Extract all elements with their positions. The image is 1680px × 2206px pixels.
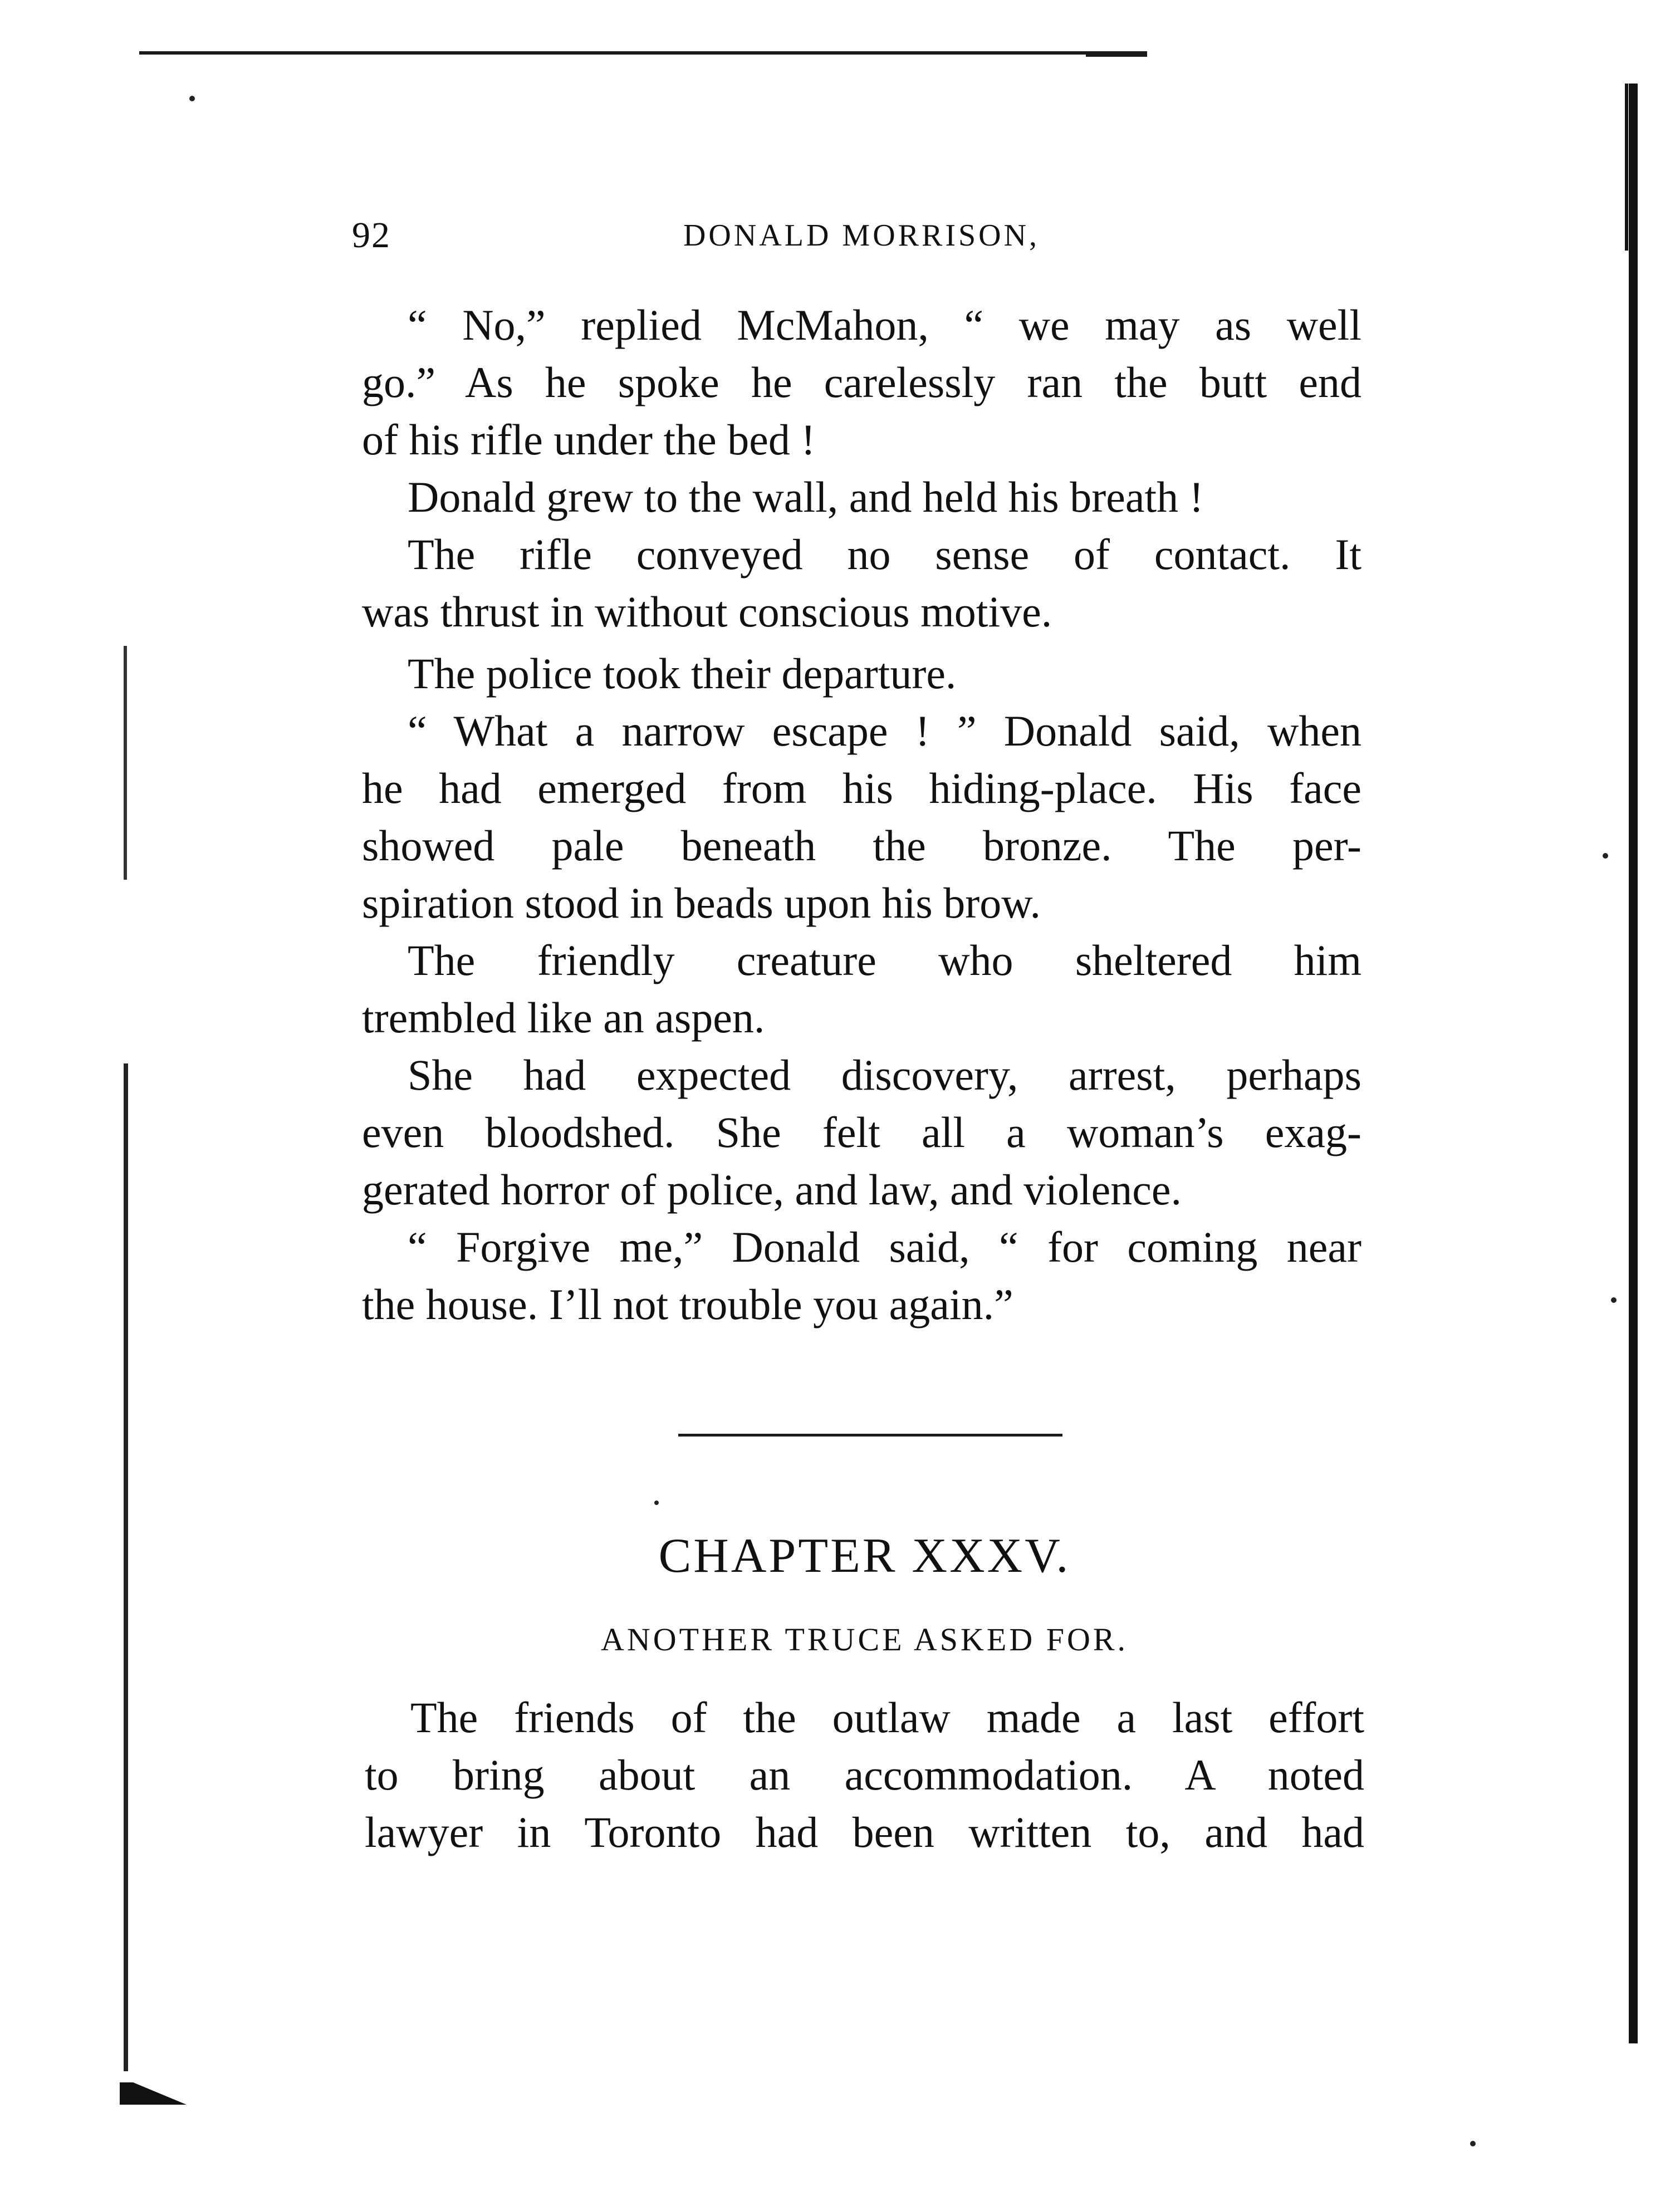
text-line: “ No,” replied McMahon, “ we may as well: [408, 301, 1361, 349]
text-line: “ What a narrow escape ! ” Donald said, when: [408, 707, 1361, 755]
paragraph: [362, 1046, 1361, 1218]
text-line: he had emerged from his hiding-place. His face: [362, 764, 1361, 812]
paragraph: [362, 1218, 1361, 1333]
scan-corner: [120, 2082, 187, 2105]
speck: [1470, 2141, 1476, 2146]
text-line: The police took their departure.: [408, 649, 957, 698]
text-line: of his rifle under the bed !: [362, 415, 816, 464]
text-line: showed pale beneath the bronze. The per-: [362, 821, 1361, 870]
text-line: “ Forgive me,” Donald said, “ for coming near: [408, 1223, 1361, 1271]
text-line: The friendly creature who sheltered him: [408, 936, 1361, 984]
running-title: DONALD MORRISON,: [683, 218, 1040, 253]
paragraph: [362, 645, 1361, 702]
text-line: The rifle conveyed no sense of contact. It: [408, 530, 1361, 579]
text-line: Donald grew to the wall, and held his breath !: [408, 473, 1204, 521]
paragraph: [362, 468, 1361, 526]
paragraph: [362, 702, 1361, 932]
chapter-title: CHAPTER XXXV.: [658, 1529, 1071, 1583]
scan-edge-top: [139, 51, 1147, 55]
scan-edge-left: [124, 1063, 128, 2071]
paragraph: [362, 296, 1361, 468]
speck: [1611, 1297, 1617, 1303]
scan-edge-right-thin: [1625, 84, 1628, 251]
body-text: [362, 296, 1361, 1333]
text-line: gerated horror of police, and law, and violence.: [362, 1165, 1182, 1214]
text-line: The friends of the outlaw made a last effort: [410, 1693, 1364, 1742]
paragraph: [362, 932, 1361, 1046]
chapter-subtitle: ANOTHER TRUCE ASKED FOR.: [600, 1621, 1129, 1658]
text-line: lawyer in Toronto had been written to, and had: [365, 1808, 1364, 1856]
scan-edge-top-short: [1086, 54, 1147, 57]
text-line: trembled like an aspen.: [362, 993, 765, 1042]
speck: [1603, 853, 1608, 859]
speck: [189, 96, 195, 101]
chapter-opening: [365, 1689, 1364, 1861]
text-line: She had expected discovery, arrest, perhaps: [408, 1051, 1361, 1099]
scan-edge-left-upper: [124, 646, 127, 880]
page-number: 92: [352, 215, 391, 256]
text-line: spiration stood in beads upon his brow.: [362, 879, 1041, 927]
paragraph: [362, 526, 1361, 640]
text-line: go.” As he spoke he carelessly ran the butt end: [362, 358, 1361, 406]
text-line: was thrust in without conscious motive.: [362, 587, 1052, 636]
section-divider: [678, 1434, 1062, 1437]
speck: [654, 1501, 659, 1505]
text-line: even bloodshed. She felt all a woman’s exag-: [362, 1108, 1361, 1156]
page-header: [352, 210, 1371, 261]
scan-edge-right: [1629, 84, 1638, 2043]
text-line: the house. I’ll not trouble you again.”: [362, 1280, 1013, 1328]
text-line: to bring about an accommodation. A noted: [365, 1751, 1364, 1799]
